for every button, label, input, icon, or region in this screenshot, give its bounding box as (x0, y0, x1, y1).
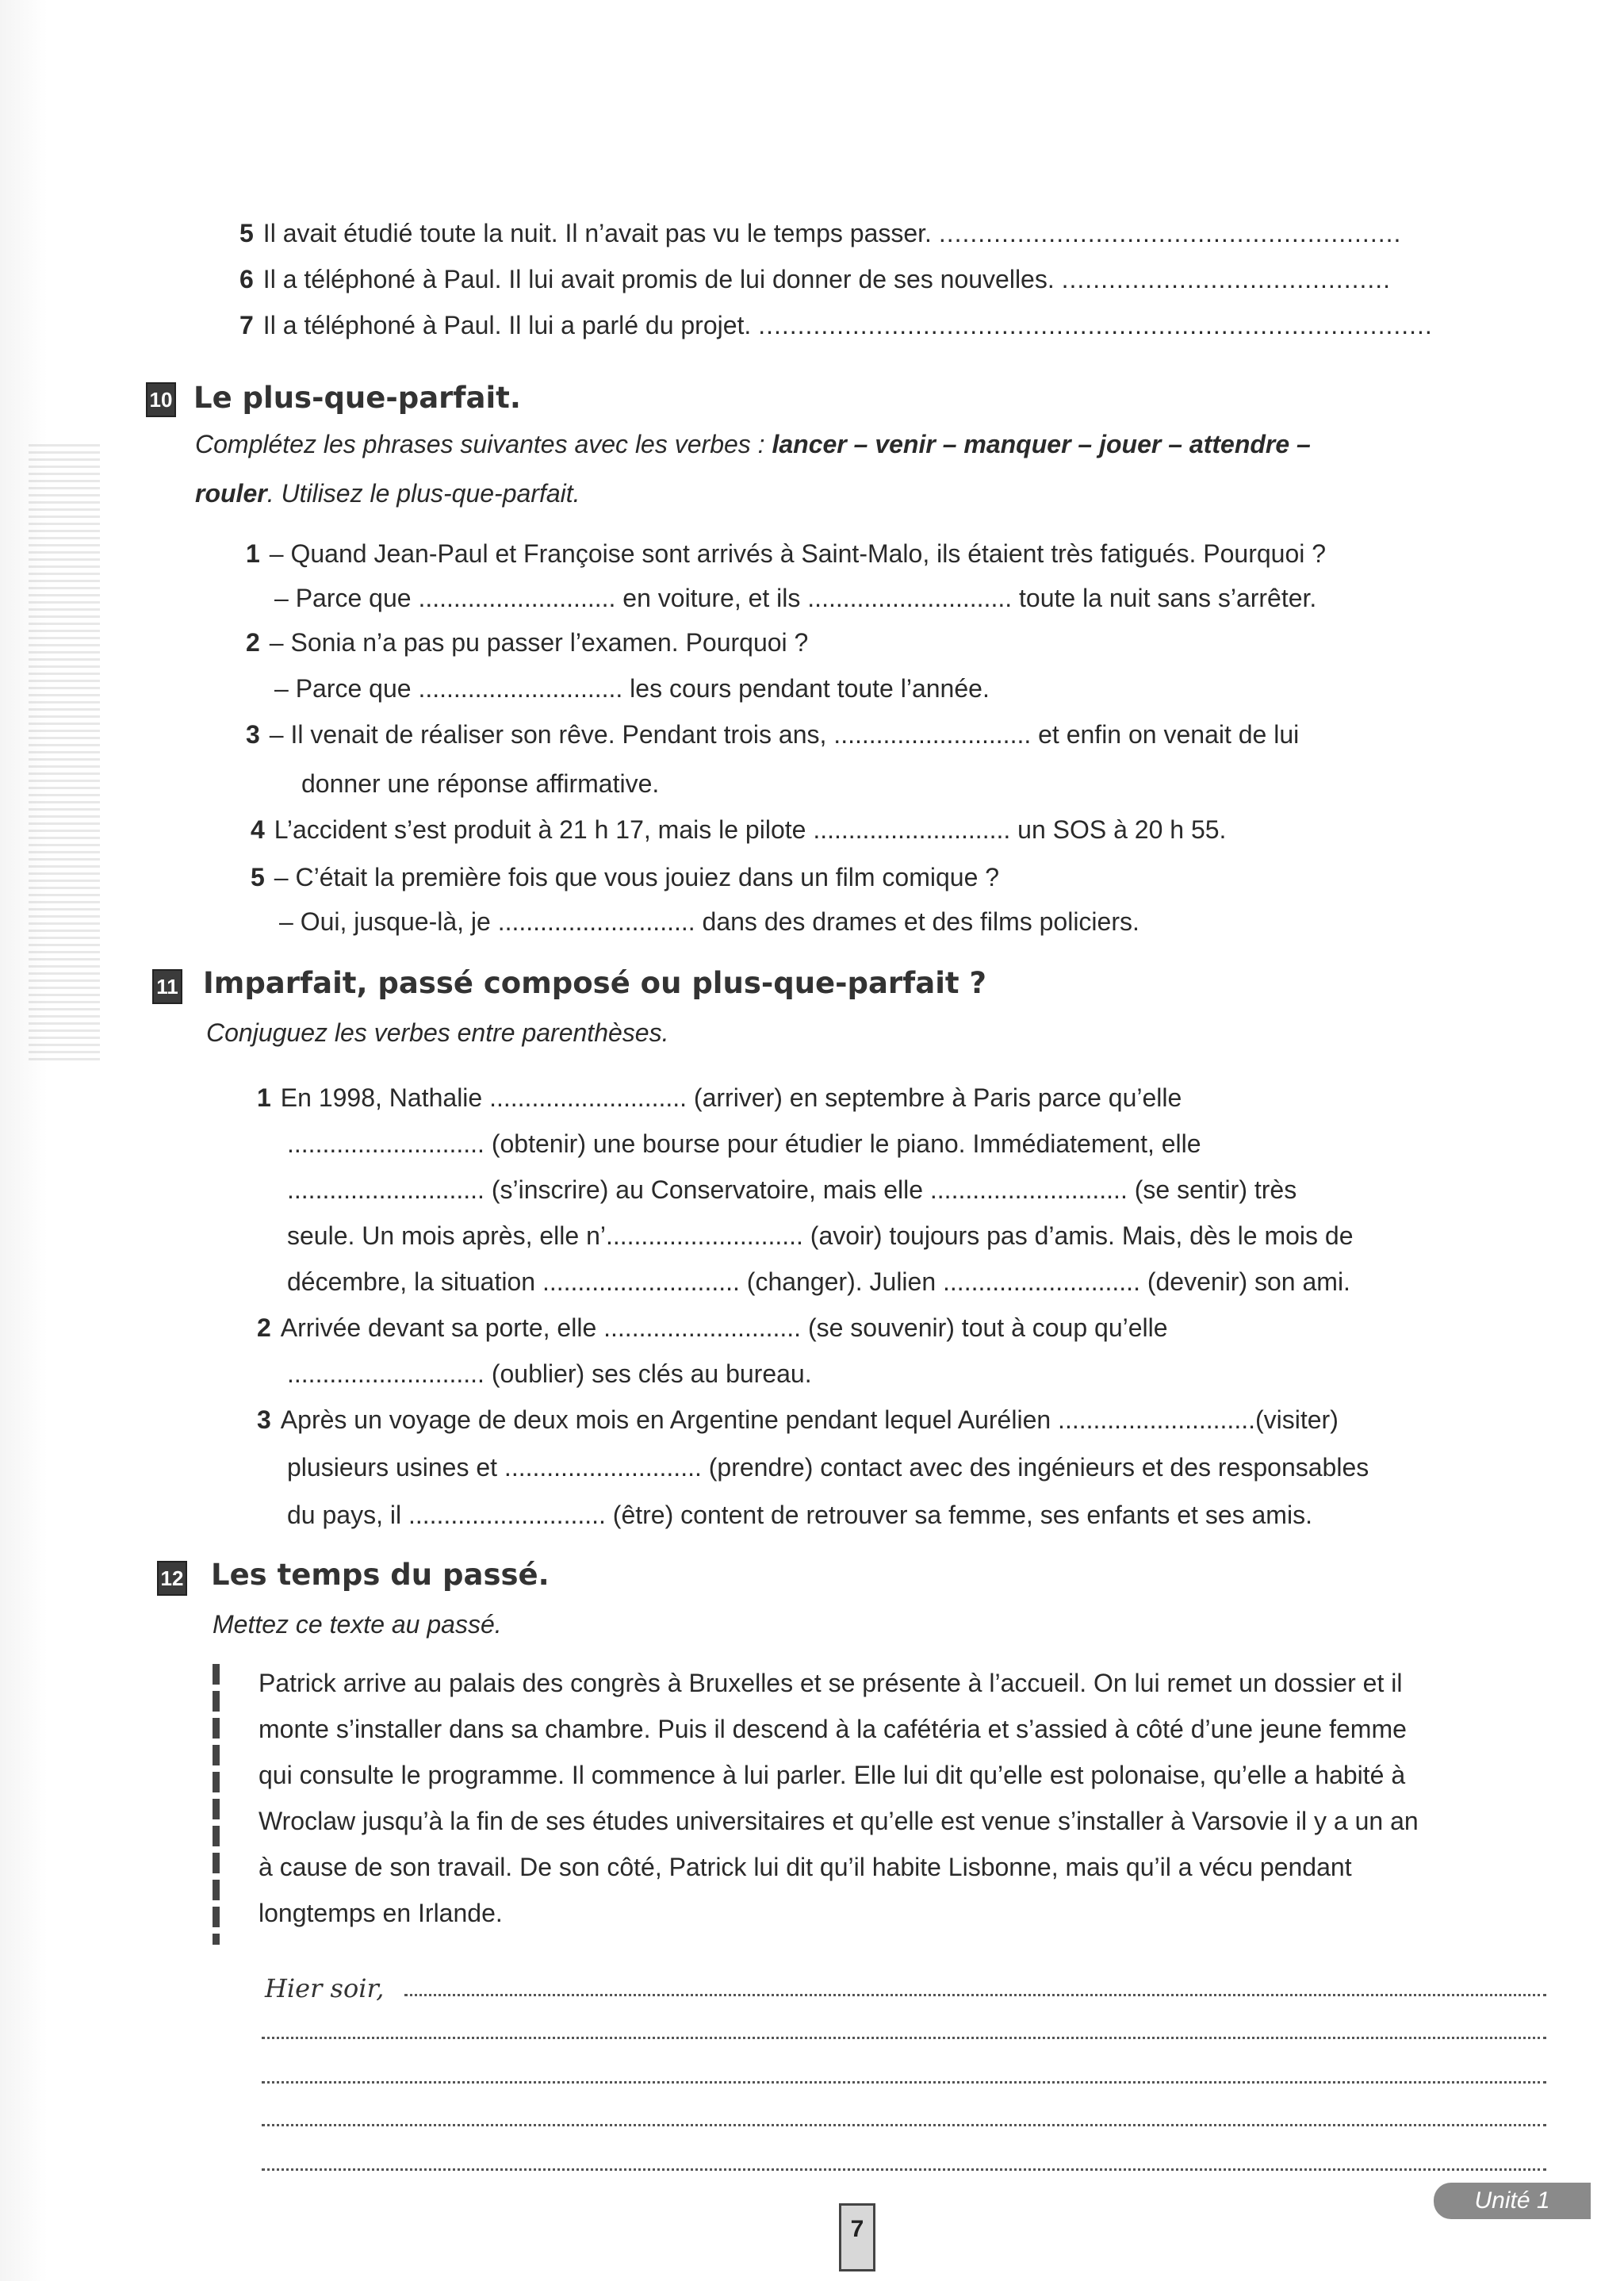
item-text: Arrivée devant sa porte, elle ............................ (se souvenir) tout à coup qu’elle (280, 1313, 1168, 1342)
instr-text: . Utilisez le plus-que-parfait. (266, 479, 580, 508)
verb-list: rouler (195, 479, 267, 508)
ex11-line-7 (287, 1358, 812, 1390)
ex11-line-10 (287, 1499, 1312, 1531)
unit-label: Unité 1 (1434, 2183, 1591, 2219)
item-text: ............................ (oublier) ses clés au bureau. (287, 1359, 812, 1388)
text-quote-bar (213, 1664, 220, 1945)
item-text: Il a téléphoné à Paul. Il lui a parlé du projet. (262, 311, 752, 339)
item-text: Il a téléphoné à Paul. Il lui avait promis de lui donner de ses nouvelles. (262, 265, 1055, 293)
ex11-line-4 (287, 1220, 1354, 1252)
item-text: En 1998, Nathalie ............................ (arriver) en septembre à Paris parce qu’elle (280, 1083, 1182, 1112)
scan-binding-noise (29, 444, 100, 1063)
ex10-line-1 (246, 538, 1326, 569)
item-text: Après un voyage de deux mois en Argentine pendant lequel Aurélien ............................(visiter) (280, 1405, 1339, 1434)
top-item-6 (239, 263, 1391, 295)
ex10-line-6 (301, 768, 659, 799)
item-text: – Parce que ............................ en voiture, et ils ............................. toute la nuit sans s’arrêter. (274, 584, 1317, 612)
ex10-line-4 (274, 673, 990, 704)
exercise-10-badge: 10 (146, 382, 176, 417)
item-text: ............................ (s’inscrire) au Conservatoire, mais elle ............................ (se sentir) très (287, 1175, 1297, 1204)
ex10-line-2 (274, 582, 1316, 614)
ex11-line-9 (287, 1451, 1369, 1483)
passage-line-3: qui consulte le programme. Il commence à lui parler. Elle lui dit qu’elle est polonaise, qu’elle a habité à (259, 1761, 1406, 1789)
ex10-line-9 (279, 906, 1139, 937)
answer-start-handwritten: Hier soir, (265, 1973, 385, 2003)
item-text: ............................ (obtenir) une bourse pour étudier le piano. Immédiatement, elle (287, 1129, 1201, 1158)
item-text: décembre, la situation ............................ (changer). Julien ............................ (devenir) son ami. (287, 1267, 1350, 1296)
answer-writing-line[interactable] (262, 2124, 1546, 2126)
ex11-line-1 (257, 1082, 1182, 1114)
ex11-line-2 (287, 1128, 1201, 1160)
exercise-11-title: Imparfait, passé composé ou plus-que-parfait ? (203, 966, 986, 1000)
answer-blank: ...................................................................................... (758, 311, 1433, 339)
item-text: – Sonia n’a pas pu passer l’examen. Pourquoi ? (269, 628, 809, 657)
ex10-line-3 (246, 627, 808, 658)
exercise-11-instructions: Conjuguez les verbes entre parenthèses. (206, 1018, 669, 1047)
item-text: Il avait étudié toute la nuit. Il n’avait pas vu le temps passer. (262, 219, 932, 247)
top-item-7 (239, 309, 1433, 341)
item-text: du pays, il ............................ (être) content de retrouver sa femme, ses enfants et ses amis. (287, 1501, 1312, 1529)
item-number: 5 (239, 219, 254, 247)
passage-line-4: Wroclaw jusqu’à la fin de ses études universitaires et qu’elle est venue s’installer à Varsovie il y a un an (259, 1807, 1419, 1835)
exercise-10-title: Le plus-que-parfait. (193, 381, 521, 415)
item-number: 1 (257, 1083, 271, 1112)
item-number: 3 (257, 1405, 271, 1434)
answer-writing-line[interactable] (262, 2168, 1546, 2171)
exercise-11-badge: 11 (152, 969, 182, 1004)
passage-line-6: longtemps en Irlande. (259, 1899, 503, 1927)
item-number: 1 (246, 539, 260, 568)
passage-line-2: monte s’installer dans sa chambre. Puis il descend à la cafétéria et s’assied à côté d’une jeune femme (259, 1715, 1407, 1743)
ex11-line-8 (257, 1404, 1339, 1436)
item-number: 2 (246, 628, 260, 657)
ex10-line-8 (251, 861, 999, 893)
answer-writing-line[interactable] (262, 2037, 1546, 2039)
item-text: – Oui, jusque-là, je ............................ dans des drames et des films policiers. (279, 907, 1139, 936)
item-number: 3 (246, 720, 260, 749)
exercise-12-badge: 12 (157, 1561, 187, 1596)
answer-blank: ........................................................... (938, 219, 1402, 247)
answer-writing-line[interactable] (404, 1994, 1546, 1996)
instr-text: Complétez les phrases suivantes avec les verbes : (195, 430, 772, 458)
page-number: 7 (839, 2203, 875, 2271)
exercise-12-title: Les temps du passé. (211, 1558, 550, 1592)
item-text: seule. Un mois après, elle n’............................ (avoir) toujours pas d’amis. Mais, dès le mois de (287, 1221, 1354, 1250)
item-text: – C’était la première fois que vous jouiez dans un film comique ? (274, 863, 1000, 891)
item-number: 5 (251, 863, 265, 891)
exercise-10-instructions-2 (195, 477, 580, 509)
item-text: – Il venait de réaliser son rêve. Pendant trois ans, ............................ et enfin on venait de lui (269, 720, 1300, 749)
ex10-line-5 (246, 719, 1299, 750)
item-text: plusieurs usines et ............................ (prendre) contact avec des ingénieurs et des responsables (287, 1453, 1369, 1482)
ex11-line-5 (287, 1266, 1350, 1298)
item-number: 4 (251, 815, 265, 844)
item-text: – Quand Jean-Paul et Françoise sont arrivés à Saint-Malo, ils étaient très fatigués. Pourquoi ? (269, 539, 1327, 568)
item-number: 2 (257, 1313, 271, 1342)
item-text: – Parce que ............................. les cours pendant toute l’année. (274, 674, 990, 703)
ex10-line-7 (251, 814, 1226, 845)
answer-writing-line[interactable] (262, 2081, 1546, 2084)
item-text: L’accident s’est produit à 21 h 17, mais le pilote ............................ un SOS à 20 h 55. (274, 815, 1227, 844)
item-text: donner une réponse affirmative. (301, 769, 660, 798)
passage-line-1: Patrick arrive au palais des congrès à Bruxelles et se présente à l’accueil. On lui remet un dossier et il (259, 1669, 1403, 1697)
ex11-line-6 (257, 1312, 1168, 1344)
exercise-12-instructions: Mettez ce texte au passé. (213, 1610, 502, 1639)
ex11-line-3 (287, 1174, 1297, 1206)
item-number: 6 (239, 265, 254, 293)
exercise-10-instructions (195, 428, 1311, 460)
answer-blank: .......................................... (1061, 265, 1392, 293)
top-item-5 (239, 217, 1401, 249)
verb-list: lancer – venir – manquer – jouer – attendre – (772, 430, 1311, 458)
item-number: 7 (239, 311, 254, 339)
scan-edge-shadow (0, 0, 48, 2281)
passage-line-5: à cause de son travail. De son côté, Patrick lui dit qu’il habite Lisbonne, mais qu’il a vécu pendant (259, 1853, 1352, 1881)
